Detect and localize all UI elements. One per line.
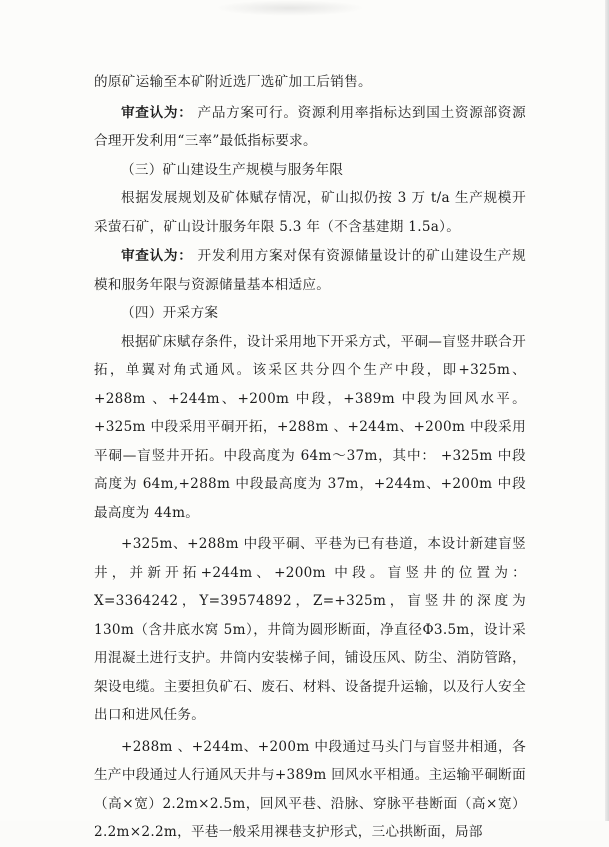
body-paragraph <box>94 184 526 241</box>
paragraph-text: 根据矿床赋存条件，设计采用地下开采方式，平硐—盲竖井联合开拓，单翼对角式通风。该采区共分四个生产中段，即+325m、+288m 、+244m、+200m 中段，+389m 中段为回风水平。+325m 中段采用平硐开拓，+288m 、+244m、+200m 中段采用平硐—盲竖井开拓。中段高度为 64m～37m，其中： +325m 中段高度为 64m,+288m 中段最高度为 37m，+244m、+200m 中段最高度为 44m。 <box>94 333 526 521</box>
paragraph-text: 根据发展规划及矿体赋存情况，矿山拟仍按 3 万 t/a 生产规模开采萤石矿，矿山设计服务年限 5.3 年（不含基建期 1.5a）。 <box>94 190 526 235</box>
section-heading <box>94 299 526 328</box>
section-heading-text: （四）开采方案 <box>121 305 219 321</box>
paragraph-continuation <box>94 68 526 97</box>
body-paragraph <box>94 530 526 730</box>
scan-smudge <box>215 0 365 16</box>
body-paragraph <box>94 733 526 847</box>
review-opinion-paragraph <box>94 99 526 156</box>
paragraph-text: 的原矿运输至本矿附近选厂选矿加工后销售。 <box>94 74 372 90</box>
paragraph-text: +325m、+288m 中段平硐、平巷为已有巷道，本设计新建盲竖井，并新开拓+244m、+200m 中段。盲竖井的位置为：X=3364242，Y=39574892，Z=+325m，盲竖井的深度为 130m（含井底水窝 5m），井筒为圆形断面，净直径Φ3.5m，设计采用混凝土进行支护。井筒内安装梯子间，铺设压风、防尘、消防管路，架设电缆。主要担负矿石、废石、材料、设备提升运输，以及行人安全出口和进风任务。 <box>94 536 526 723</box>
section-heading <box>94 156 526 185</box>
body-paragraph <box>94 328 526 528</box>
review-opinion-paragraph <box>94 242 526 299</box>
document-content <box>94 68 526 847</box>
paragraph-text: 开发利用方案对保有资源储量设计的矿山建设生产规模和服务年限与资源储量基本相适应。 <box>94 248 526 293</box>
paragraph-text: 产品方案可行。资源利用率指标达到国土资源部资源合理开发利用“三率”最低指标要求。 <box>94 104 526 149</box>
paragraph-text: +288m 、+244m、+200m 中段通过马头门与盲竖井相通，各生产中段通过人行通风天井与+389m 回风水平相通。主运输平硐断面（高×宽）2.2m×2.5m，回风平巷、沿脉、穿脉平巷断面（高×宽）2.2m×2.2m，平巷一般采用裸巷支护形式，三心拱断面，局部 <box>94 738 526 840</box>
scan-edge-shadow <box>605 0 609 821</box>
section-heading-text: （三）矿山建设生产规模与服务年限 <box>121 161 344 178</box>
review-label: 审查认为： <box>121 104 193 121</box>
review-label: 审查认为： <box>121 248 193 264</box>
